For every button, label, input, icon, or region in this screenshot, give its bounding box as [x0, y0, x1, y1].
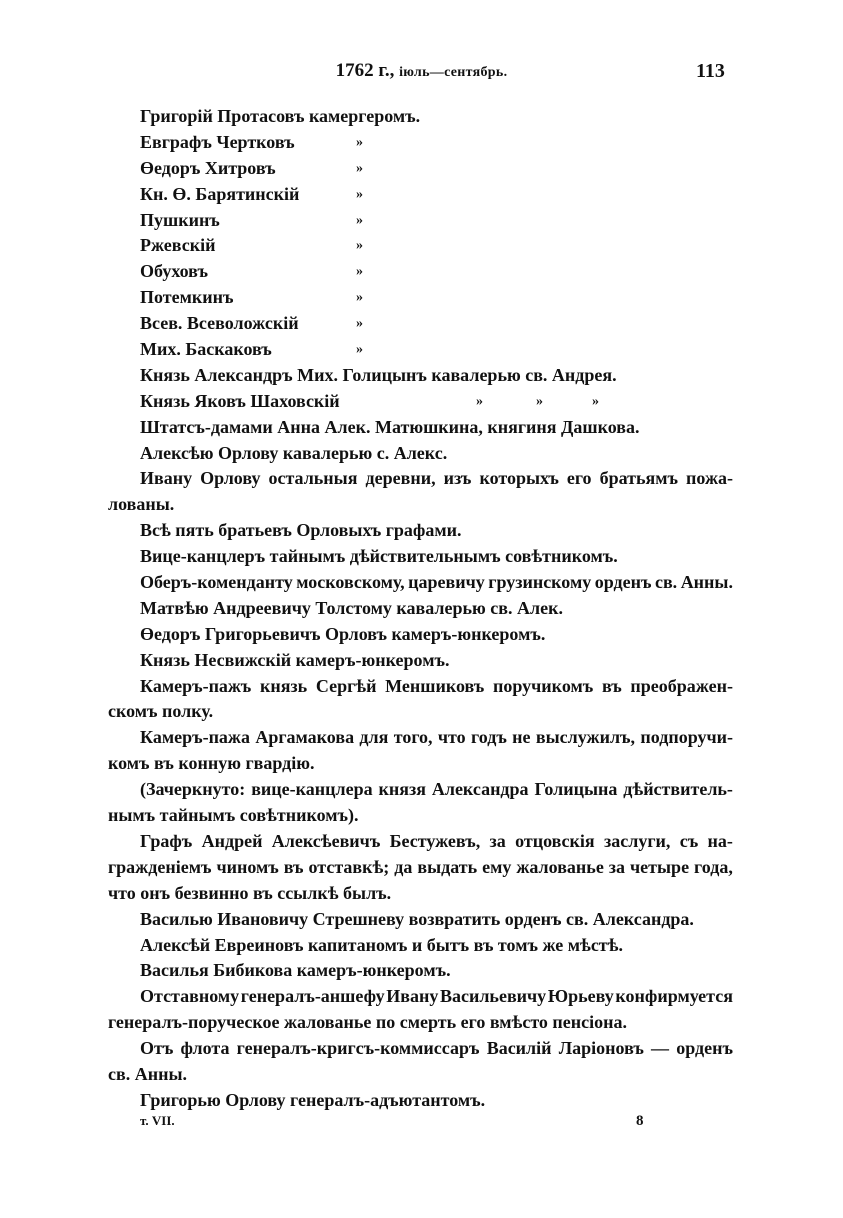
text-line	[108, 984, 733, 1010]
word: Графъ	[140, 830, 193, 851]
ditto-mark: »	[476, 393, 483, 409]
line-text: Князь Яковъ Шаховскій	[140, 390, 340, 411]
word: Отъ	[140, 1038, 174, 1059]
text-line	[108, 415, 733, 441]
line-text: генералъ-поручеcкое жалованье по смерть его вмѣсто пенсіона.	[108, 1012, 628, 1033]
line-text: Потемкинъ	[140, 287, 234, 308]
word: остальныя	[268, 468, 358, 489]
word: орденъ	[594, 572, 652, 593]
word: подпоручи-	[640, 727, 733, 748]
text-line	[108, 1036, 733, 1062]
line-text: нымъ тайнымъ совѣтникомъ).	[108, 805, 359, 826]
word: выдать	[417, 856, 478, 877]
word: братьямъ	[599, 468, 678, 489]
ditto-mark: »	[356, 160, 363, 176]
text-line	[108, 933, 733, 959]
word: въ	[283, 856, 304, 877]
signature-mark: 8	[636, 1113, 644, 1129]
word: Камеръ-пажа	[140, 727, 250, 748]
line-text: Григорью Орлову генералъ-адъютантомъ.	[140, 1089, 486, 1110]
line-text: лованы.	[108, 494, 175, 515]
text-line	[108, 777, 733, 803]
line-text: Ржевскій	[140, 235, 216, 256]
line-text: Всев. Всеволожскій	[140, 313, 299, 334]
text-line	[108, 259, 733, 285]
text-line	[108, 855, 733, 881]
word: Камеръ-пажъ	[140, 675, 252, 696]
word: отцовскія	[515, 830, 595, 851]
text-line	[108, 182, 733, 208]
word: орденъ	[676, 1038, 733, 1059]
word: царевичу	[408, 572, 485, 593]
text-line	[108, 285, 733, 311]
word: да	[394, 856, 413, 877]
word: —	[651, 1038, 670, 1059]
text-line	[108, 803, 733, 829]
word: за	[608, 856, 626, 877]
word: (Зачеркнуто:	[140, 779, 246, 800]
word: гражденіемъ	[108, 856, 212, 877]
word: поручикомъ	[493, 675, 594, 696]
running-header	[0, 60, 843, 86]
text-line	[108, 156, 733, 182]
word: Анны.	[680, 572, 733, 593]
word: Юрьеву	[547, 986, 614, 1007]
word: за	[489, 830, 506, 851]
ditto-mark: »	[356, 186, 363, 202]
ditto-mark: »	[356, 316, 363, 332]
word: Ларіоновъ	[558, 1038, 644, 1059]
text-line	[108, 311, 733, 337]
ditto-mark: »	[356, 238, 363, 254]
line-text: Алексѣй Евреиновъ капитаномъ и бытъ въ томъ же мѣстѣ.	[140, 934, 623, 955]
word: того,	[393, 727, 433, 748]
ditto-mark: »	[592, 393, 599, 409]
text-line	[108, 518, 733, 544]
text-line	[108, 389, 733, 415]
line-text: Всѣ пять братьевъ Орловыхъ графами.	[140, 520, 462, 541]
word: Васильевичу	[439, 986, 547, 1007]
word: заслуги,	[604, 830, 671, 851]
text-line	[108, 881, 733, 907]
word: Оберъ-коменданту	[140, 572, 293, 593]
word: въ	[601, 675, 622, 696]
ditto-mark: »	[356, 264, 363, 280]
volume-mark: т. VII.	[140, 1113, 175, 1128]
text-line	[108, 699, 733, 725]
line-text: скомъ полку.	[108, 701, 214, 722]
header-months: іюль—сентябрь.	[399, 65, 508, 80]
text-line	[108, 570, 733, 596]
word: грузинскому	[488, 572, 592, 593]
ditto-mark: »	[356, 290, 363, 306]
ditto-mark: »	[356, 342, 363, 358]
word: выслужилъ,	[535, 727, 636, 748]
word: что	[437, 727, 466, 748]
text-line	[108, 233, 733, 259]
line-text: Князь Александръ Мих. Голицынъ кавалерью св. Андрея.	[140, 364, 617, 385]
word: князь	[259, 675, 308, 696]
text-line	[108, 363, 733, 389]
word: года,	[694, 856, 733, 877]
word: изъ	[443, 468, 472, 489]
word: Голицына	[534, 779, 618, 800]
word: Меншиковъ	[385, 675, 485, 696]
word: Орлову	[200, 468, 261, 489]
line-text: св. Анны.	[108, 1063, 188, 1084]
word: отставкѣ;	[308, 856, 390, 877]
line-text: Вице-канцлеръ тайнымъ дѣйствительнымъ совѣтникомъ.	[140, 546, 618, 567]
word: флота	[180, 1038, 230, 1059]
word: Василій	[486, 1038, 552, 1059]
header-year: 1762 г.,	[335, 60, 400, 81]
text-line	[108, 466, 733, 492]
ditto-mark: »	[536, 393, 543, 409]
word: Бестужевъ,	[389, 830, 481, 851]
line-text: Евграфъ Чертковъ	[140, 131, 295, 152]
text-line	[108, 492, 733, 518]
word: князя	[378, 779, 426, 800]
text-line	[108, 648, 733, 674]
word: годъ	[471, 727, 507, 748]
text-line	[108, 829, 733, 855]
line-text: Василья Бибикова камеръ-юнкеромъ.	[140, 960, 451, 981]
word: преображен-	[630, 675, 733, 696]
line-text: Григорій Протасовъ камергеромъ.	[140, 106, 421, 126]
page-number: 113	[696, 60, 725, 82]
word: Андрей	[201, 830, 263, 851]
line-text: Василью Ивановичу Стрешневу возвратить орденъ св. Александра.	[140, 908, 694, 929]
text-line	[108, 596, 733, 622]
word: деревни,	[365, 468, 436, 489]
text-line	[108, 725, 733, 751]
word: Сергѣй	[315, 675, 377, 696]
text-line	[108, 1088, 733, 1114]
word: Александра	[431, 779, 529, 800]
line-text: Алексѣю Орлову кавалерью с. Алекс.	[140, 442, 448, 463]
word: Отставному	[140, 986, 240, 1007]
text-line	[108, 674, 733, 700]
word: которыхъ	[479, 468, 559, 489]
line-text: Кн. Ө. Барятинскій	[140, 183, 300, 204]
word: генералъ-кригсъ-коммиссаръ	[236, 1038, 480, 1059]
word: Алексѣевичъ	[271, 830, 381, 851]
text-line	[108, 751, 733, 777]
text-line	[108, 907, 733, 933]
word: генералъ-аншефу	[240, 986, 385, 1007]
ditto-mark: »	[356, 212, 363, 228]
line-text: Обуховъ	[140, 261, 208, 282]
line-text: Матвѣю Андреевичу Толстому кавалерью св. Алек.	[140, 597, 563, 618]
word: съ	[679, 830, 699, 851]
word: Аргамакова	[255, 727, 355, 748]
line-text: Штатсъ-дамами Анна Алек. Матюшкина, княгиня Дашкова.	[140, 416, 640, 437]
word: жалованье	[516, 856, 604, 877]
text-line	[108, 958, 733, 984]
word: четыре	[630, 856, 690, 877]
text-line	[108, 208, 733, 234]
ditto-mark: »	[356, 134, 363, 150]
page-body	[108, 104, 733, 1114]
text-line	[108, 104, 733, 130]
text-line	[108, 1010, 733, 1036]
text-line	[108, 441, 733, 467]
word: конфирмуется	[615, 986, 733, 1007]
word: пожа-	[686, 468, 733, 489]
text-line	[108, 544, 733, 570]
line-text: что онъ безвинно въ ссылкѣ былъ.	[108, 882, 392, 903]
line-text: комъ въ конную гвардію.	[108, 753, 315, 774]
word: не	[512, 727, 531, 748]
line-text: Өедоръ Григорьевичъ Орловъ камеръ-юнкеромъ.	[140, 623, 546, 644]
line-text: Мих. Баскаковъ	[140, 339, 272, 360]
word: св.	[654, 572, 678, 593]
word: вице-канцлера	[251, 779, 373, 800]
line-text: Өедоръ Хитровъ	[140, 157, 276, 178]
text-line	[108, 1062, 733, 1088]
word: дѣйствитель-	[623, 779, 733, 800]
text-line	[108, 130, 733, 156]
word: для	[359, 727, 389, 748]
word: ему	[482, 856, 512, 877]
word: Ивану	[140, 468, 193, 489]
word: чиномъ	[216, 856, 279, 877]
line-text: Князь Несвижскій камеръ-юнкеромъ.	[140, 649, 450, 670]
text-line	[108, 337, 733, 363]
text-line	[108, 622, 733, 648]
word: московскому,	[296, 572, 405, 593]
line-text: Пушкинъ	[140, 209, 220, 230]
word: его	[566, 468, 592, 489]
word: Ивану	[386, 986, 439, 1007]
word: на-	[707, 830, 733, 851]
